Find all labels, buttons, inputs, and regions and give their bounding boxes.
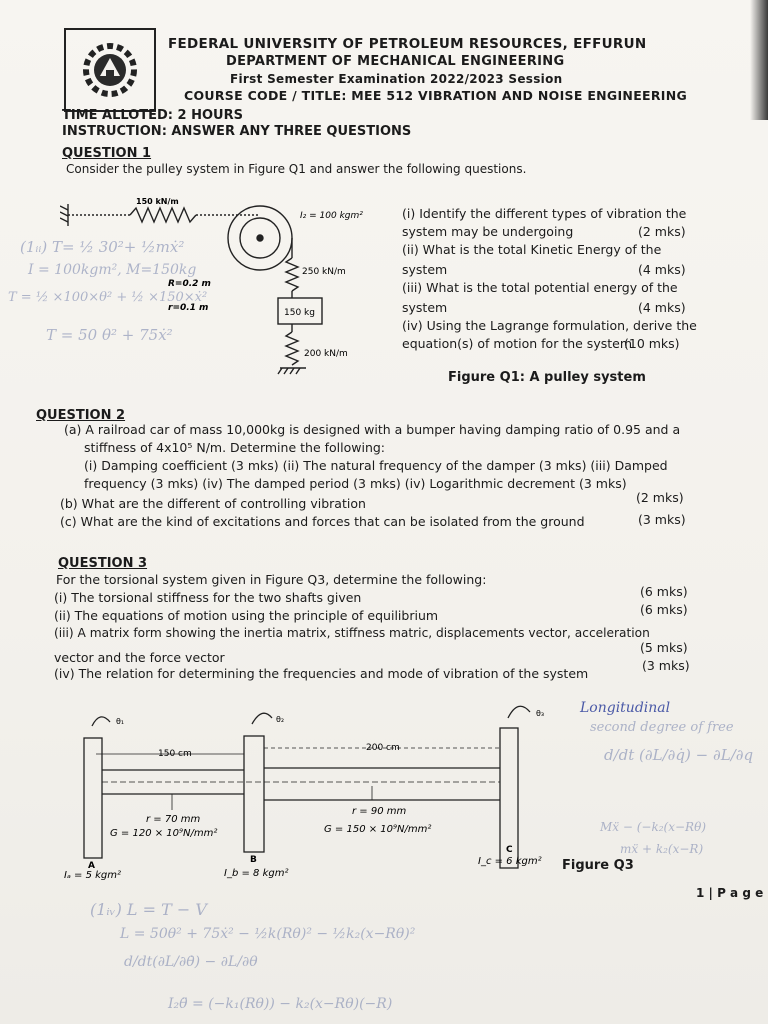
figure-q3-torsional-system xyxy=(56,696,566,886)
q3-intro: For the torsional system given in Figure Q3, determine the following: xyxy=(56,572,487,587)
q2-a-line3: (i) Damping coefficient (3 mks) (ii) The natural frequency of the damper (3 mks) (iii) Damped xyxy=(84,458,668,473)
q3-ii-marks: (6 mks) xyxy=(640,602,688,617)
disk-a-label: A xyxy=(88,861,95,871)
q3-iii-marks: (5 mks) xyxy=(640,640,688,655)
k-bottom-label: 200 kN/m xyxy=(304,349,348,359)
department-name: DEPARTMENT OF MECHANICAL ENGINEERING xyxy=(226,54,565,69)
university-name: FEDERAL UNIVERSITY OF PETROLEUM RESOURCES, EFFURUN xyxy=(168,36,647,52)
figure-q1-caption: Figure Q1: A pulley system xyxy=(448,370,646,385)
time-allotted: TIME ALLOTED: 2 HOURS xyxy=(62,108,243,123)
q1-item-2-marks: (4 mks) xyxy=(638,262,686,277)
inertia-a: Iₐ = 5 kgm² xyxy=(64,870,122,881)
theta-a: θ₁ xyxy=(116,717,125,726)
disk-a xyxy=(84,738,102,858)
theta-c: θ₃ xyxy=(536,709,545,718)
instruction: INSTRUCTION: ANSWER ANY THREE QUESTIONS xyxy=(62,124,412,139)
inertia-c: I_c = 6 kgm² xyxy=(478,856,542,867)
course-title: COURSE CODE / TITLE: MEE 512 VIBRATION AND NOISE ENGINEERING xyxy=(184,88,688,103)
shaft-1-length: 150 cm xyxy=(158,749,192,759)
q1-item-1-marks: (2 mks) xyxy=(638,224,686,239)
question-3-heading: QUESTION 3 xyxy=(58,556,148,571)
spring-top xyxy=(130,208,196,222)
q1-item-4-line1: (iv) Using the Lagrange formulation, derive the xyxy=(402,318,697,333)
q3-iii-line1: (iii) A matrix form showing the inertia matrix, stiffness matric, displacements vector, acceleration xyxy=(54,626,650,640)
question-2-heading: QUESTION 2 xyxy=(36,408,126,423)
shaft-2-modulus: G = 150 × 10⁹N/mm² xyxy=(324,824,432,835)
theta-b: θ₂ xyxy=(276,715,285,724)
q1-item-1-line2: system may be undergoing xyxy=(402,224,574,239)
rotation-arrow-b xyxy=(252,713,272,724)
spring-bottom xyxy=(286,332,298,365)
q3-ii: (ii) The equations of motion using the principle of equilibrium xyxy=(54,608,439,623)
disk-c-label: C xyxy=(506,845,513,855)
q1-item-4-line2: equation(s) of motion for the system xyxy=(402,336,632,351)
q3-iv: (iv) The relation for determining the frequencies and mode of vibration of the system xyxy=(54,666,589,681)
rotation-arrow-a xyxy=(92,717,110,726)
question-1-intro: Consider the pulley system in Figure Q1 and answer the following questions. xyxy=(66,162,527,176)
shaft-2-radius: r = 90 mm xyxy=(352,806,407,817)
mass-label: 150 kg xyxy=(284,308,315,318)
q1-item-3-line1: (iii) What is the total potential energy of the xyxy=(402,280,678,295)
r-label: r=0.1 m xyxy=(168,303,209,313)
R-label: R=0.2 m xyxy=(168,279,211,289)
q1-item-2-line1: (ii) What is the total Kinetic Energy of the xyxy=(402,242,662,257)
q1-item-1-line1: (i) Identify the different types of vibration the xyxy=(402,206,687,221)
q3-iv-marks: (3 mks) xyxy=(642,658,690,673)
disk-b xyxy=(244,736,264,852)
q2-b-marks: (2 mks) xyxy=(636,490,684,505)
q3-i: (i) The torsional stiffness for the two shafts given xyxy=(54,590,362,605)
q2-c: (c) What are the kind of excitations and forces that can be isolated from the ground xyxy=(60,514,585,529)
q3-iii-line2: vector and the force vector xyxy=(54,650,225,665)
inertia-b: I_b = 8 kgm² xyxy=(224,868,289,879)
q1-item-2-line2: system xyxy=(402,262,448,277)
figure-q3-caption: Figure Q3 xyxy=(562,858,634,873)
q2-c-marks: (3 mks) xyxy=(638,512,686,527)
disk-b-label: B xyxy=(250,855,257,865)
q3-i-marks: (6 mks) xyxy=(640,584,688,599)
page-number: 1 | P a g e xyxy=(696,886,764,900)
q1-item-4-marks: (10 mks) xyxy=(624,336,680,351)
k-top-label: 150 kN/m xyxy=(136,197,179,206)
gear-logo-icon xyxy=(66,30,154,110)
k-mid-label: 250 kN/m xyxy=(302,267,346,277)
q2-a-line2: stiffness of 4x10⁵ N/m. Determine the following: xyxy=(84,440,386,455)
spring-mid xyxy=(286,258,298,291)
inertia-label: I₂ = 100 kgm² xyxy=(300,211,363,221)
q2-b: (b) What are the different of controlling vibration xyxy=(60,496,366,511)
q1-item-3-line2: system xyxy=(402,300,448,315)
shaft-1-radius: r = 70 mm xyxy=(146,814,201,825)
q2-a-line1: (a) A railroad car of mass 10,000kg is designed with a bumper having damping ratio of 0.95 and a xyxy=(64,422,681,437)
q1-item-3-marks: (4 mks) xyxy=(638,300,686,315)
exam-session: First Semester Examination 2022/2023 Session xyxy=(230,72,563,86)
q2-a-line4: frequency (3 mks) (iv) The damped period (3 mks) (iv) Logarithmic decrement (3 mks) xyxy=(84,476,627,491)
rotation-arrow-c xyxy=(508,706,530,718)
university-logo xyxy=(64,28,156,112)
shaft-2-length: 200 cm xyxy=(366,743,400,753)
question-1-heading: QUESTION 1 xyxy=(62,146,152,161)
shaft-1-modulus: G = 120 × 10⁹N/mm² xyxy=(110,828,218,839)
